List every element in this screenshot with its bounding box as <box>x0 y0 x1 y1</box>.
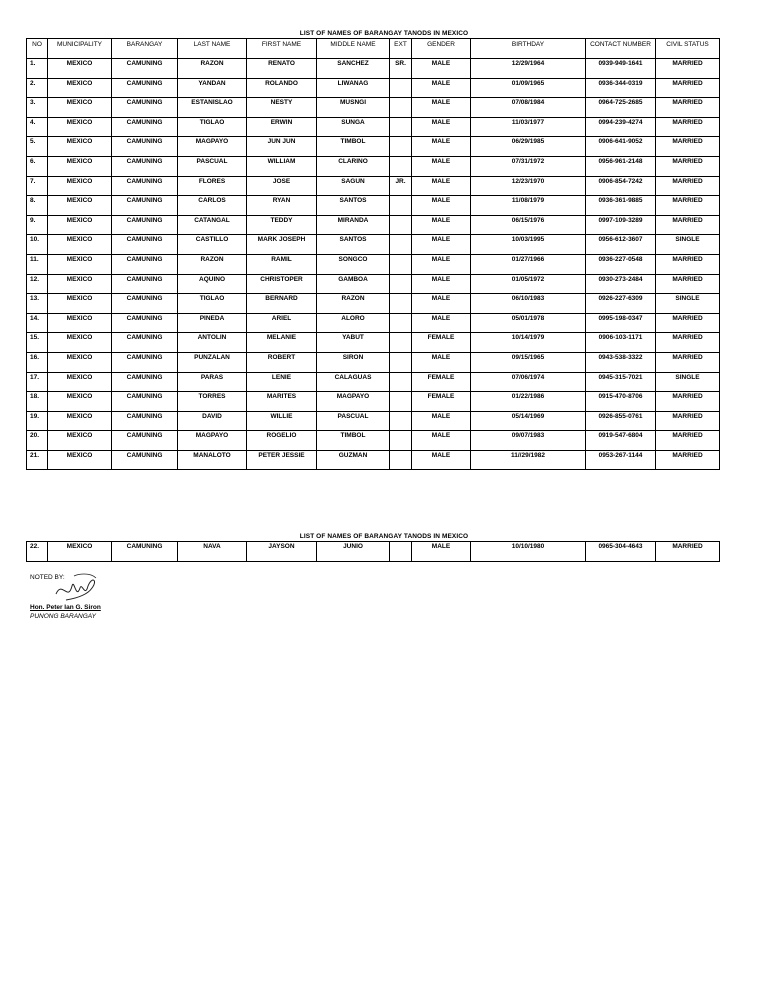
col-header-municipality: MUNICIPALITY <box>48 39 112 59</box>
noted-by-label: NOTED BY: <box>30 574 65 581</box>
cell-civil-status: MARRIED <box>656 176 720 196</box>
col-header-first-name: FIRST NAME <box>247 39 317 59</box>
cell-first-name: ROBERT <box>247 352 317 372</box>
cell-contact-number: 0953-267-1144 <box>586 450 656 470</box>
cell-middle-name: ALORO <box>317 313 390 333</box>
cell-no: 11. <box>27 254 48 274</box>
cell-ext: SR. <box>390 59 412 79</box>
cell-gender: MALE <box>412 156 471 176</box>
signer-name: Hon. Peter Ian G. Siron <box>30 604 101 611</box>
col-header-barangay: BARANGAY <box>112 39 178 59</box>
cell-civil-status: MARRIED <box>656 137 720 157</box>
cell-gender: MALE <box>412 254 471 274</box>
cell-middle-name: SIRON <box>317 352 390 372</box>
cell-municipality: MEXICO <box>48 411 112 431</box>
cell-last-name: NAVA <box>178 542 247 562</box>
cell-middle-name: RAZON <box>317 294 390 314</box>
cell-first-name: JUN JUN <box>247 137 317 157</box>
cell-contact-number: 0926-855-0761 <box>586 411 656 431</box>
cell-birthday: 06/15/1976 <box>471 215 586 235</box>
cell-civil-status: MARRIED <box>656 392 720 412</box>
tanod-table-continued <box>26 541 720 562</box>
cell-birthday: 05/14/1969 <box>471 411 586 431</box>
cell-middle-name: SONGCO <box>317 254 390 274</box>
cell-birthday: 09/15/1965 <box>471 352 586 372</box>
cell-first-name: MARITES <box>247 392 317 412</box>
cell-middle-name: SUNGA <box>317 117 390 137</box>
cell-civil-status: MARRIED <box>656 352 720 372</box>
cell-barangay: CAMUNING <box>112 254 178 274</box>
cell-no: 18. <box>27 392 48 412</box>
cell-last-name: TORRES <box>178 392 247 412</box>
table-row <box>27 98 720 118</box>
cell-first-name: BERNARD <box>247 294 317 314</box>
cell-civil-status: MARRIED <box>656 156 720 176</box>
table-row <box>27 137 720 157</box>
cell-barangay: CAMUNING <box>112 372 178 392</box>
cell-barangay: CAMUNING <box>112 176 178 196</box>
cell-last-name: AQUINO <box>178 274 247 294</box>
cell-contact-number: 0943-538-3322 <box>586 352 656 372</box>
cell-middle-name: TIMBOL <box>317 137 390 157</box>
cell-no: 10. <box>27 235 48 255</box>
cell-barangay: CAMUNING <box>112 352 178 372</box>
cell-gender: MALE <box>412 98 471 118</box>
table-row <box>27 372 720 392</box>
cell-last-name: CATANGAL <box>178 215 247 235</box>
table-row <box>27 78 720 98</box>
cell-last-name: CASTILLO <box>178 235 247 255</box>
cell-gender: MALE <box>412 431 471 451</box>
cell-municipality: MEXICO <box>48 137 112 157</box>
cell-last-name: ANTOLIN <box>178 333 247 353</box>
cell-gender: MALE <box>412 117 471 137</box>
cell-ext <box>390 352 412 372</box>
cell-no: 5. <box>27 137 48 157</box>
cell-first-name: MARK JOSEPH <box>247 235 317 255</box>
cell-birthday: 01/05/1972 <box>471 274 586 294</box>
cell-ext <box>390 98 412 118</box>
cell-no: 1. <box>27 59 48 79</box>
table-row <box>27 274 720 294</box>
cell-municipality: MEXICO <box>48 450 112 470</box>
cell-gender: FEMALE <box>412 392 471 412</box>
cell-birthday: 12/23/1970 <box>471 176 586 196</box>
cell-barangay: CAMUNING <box>112 137 178 157</box>
cell-contact-number: 0956-961-2148 <box>586 156 656 176</box>
cell-no: 19. <box>27 411 48 431</box>
col-header-middle-name: MIDDLE NAME <box>317 39 390 59</box>
cell-last-name: TIGLAO <box>178 117 247 137</box>
cell-birthday: 11//29/1982 <box>471 450 586 470</box>
cell-civil-status: MARRIED <box>656 411 720 431</box>
cell-middle-name: GUZMAN <box>317 450 390 470</box>
cell-ext <box>390 313 412 333</box>
table-row <box>27 176 720 196</box>
cell-contact-number: 0945-315-7021 <box>586 372 656 392</box>
col-header-civil-status: CIVIL STATUS <box>656 39 720 59</box>
cell-municipality: MEXICO <box>48 196 112 216</box>
cell-first-name: RENATO <box>247 59 317 79</box>
cell-municipality: MEXICO <box>48 372 112 392</box>
cell-barangay: CAMUNING <box>112 117 178 137</box>
cell-barangay: CAMUNING <box>112 294 178 314</box>
cell-middle-name: SANTOS <box>317 196 390 216</box>
cell-first-name: ARIEL <box>247 313 317 333</box>
cell-municipality: MEXICO <box>48 215 112 235</box>
cell-birthday: 10/14/1979 <box>471 333 586 353</box>
cell-birthday: 09/07/1983 <box>471 431 586 451</box>
cell-barangay: CAMUNING <box>112 156 178 176</box>
cell-barangay: CAMUNING <box>112 431 178 451</box>
cell-birthday: 01/09/1965 <box>471 78 586 98</box>
cell-ext <box>390 542 412 562</box>
cell-no: 8. <box>27 196 48 216</box>
cell-barangay: CAMUNING <box>112 313 178 333</box>
cell-barangay: CAMUNING <box>112 235 178 255</box>
cell-contact-number: 0906-103-1171 <box>586 333 656 353</box>
cell-middle-name: CLARINO <box>317 156 390 176</box>
cell-civil-status: MARRIED <box>656 78 720 98</box>
cell-last-name: MAGPAYO <box>178 137 247 157</box>
cell-birthday: 07/06/1974 <box>471 372 586 392</box>
cell-civil-status: SINGLE <box>656 235 720 255</box>
cell-gender: MALE <box>412 78 471 98</box>
cell-no: 22. <box>27 542 48 562</box>
cell-barangay: CAMUNING <box>112 78 178 98</box>
table-row <box>27 411 720 431</box>
cell-barangay: CAMUNING <box>112 98 178 118</box>
cell-civil-status: SINGLE <box>656 372 720 392</box>
cell-no: 21. <box>27 450 48 470</box>
cell-gender: MALE <box>412 59 471 79</box>
cell-barangay: CAMUNING <box>112 274 178 294</box>
cell-barangay: CAMUNING <box>112 333 178 353</box>
cell-municipality: MEXICO <box>48 117 112 137</box>
cell-gender: MALE <box>412 450 471 470</box>
cell-ext <box>390 254 412 274</box>
cell-last-name: PARAS <box>178 372 247 392</box>
cell-no: 13. <box>27 294 48 314</box>
cell-civil-status: MARRIED <box>656 215 720 235</box>
cell-birthday: 07/31/1972 <box>471 156 586 176</box>
cell-last-name: FLORES <box>178 176 247 196</box>
cell-last-name: TIGLAO <box>178 294 247 314</box>
cell-last-name: PUNZALAN <box>178 352 247 372</box>
cell-contact-number: 0936-344-0319 <box>586 78 656 98</box>
cell-ext <box>390 392 412 412</box>
cell-ext <box>390 196 412 216</box>
table-row <box>27 196 720 216</box>
cell-no: 20. <box>27 431 48 451</box>
signer-position: PUNONG BARANGAY <box>30 613 96 620</box>
cell-ext <box>390 294 412 314</box>
cell-no: 6. <box>27 156 48 176</box>
cell-no: 15. <box>27 333 48 353</box>
cell-civil-status: MARRIED <box>656 254 720 274</box>
cell-middle-name: PASCUAL <box>317 411 390 431</box>
cell-birthday: 05/01/1978 <box>471 313 586 333</box>
cell-contact-number: 0964-725-2685 <box>586 98 656 118</box>
cell-ext <box>390 411 412 431</box>
cell-ext <box>390 372 412 392</box>
cell-ext: JR. <box>390 176 412 196</box>
cell-gender: MALE <box>412 411 471 431</box>
cell-contact-number: 0965-304-4643 <box>586 542 656 562</box>
cell-contact-number: 0994-239-4274 <box>586 117 656 137</box>
cell-birthday: 01/22/1986 <box>471 392 586 412</box>
cell-no: 14. <box>27 313 48 333</box>
cell-barangay: CAMUNING <box>112 392 178 412</box>
cell-civil-status: MARRIED <box>656 542 720 562</box>
table-row <box>27 117 720 137</box>
table-row <box>27 431 720 451</box>
cell-contact-number: 0919-547-6804 <box>586 431 656 451</box>
signature-image <box>52 572 100 606</box>
cell-middle-name: MAGPAYO <box>317 392 390 412</box>
cell-municipality: MEXICO <box>48 313 112 333</box>
cell-contact-number: 0906-854-7242 <box>586 176 656 196</box>
cell-ext <box>390 431 412 451</box>
table-row <box>27 392 720 412</box>
cell-middle-name: TIMBOL <box>317 431 390 451</box>
cell-middle-name: LIWANAG <box>317 78 390 98</box>
cell-ext <box>390 235 412 255</box>
cell-civil-status: MARRIED <box>656 313 720 333</box>
cell-gender: FEMALE <box>412 372 471 392</box>
cell-civil-status: MARRIED <box>656 98 720 118</box>
cell-contact-number: 0995-198-0347 <box>586 313 656 333</box>
cell-contact-number: 0997-109-3289 <box>586 215 656 235</box>
cell-contact-number: 0926-227-6309 <box>586 294 656 314</box>
cell-middle-name: MIRANDA <box>317 215 390 235</box>
cell-first-name: JAYSON <box>247 542 317 562</box>
cell-municipality: MEXICO <box>48 542 112 562</box>
cell-birthday: 07/08/1984 <box>471 98 586 118</box>
cell-contact-number: 0936-361-9885 <box>586 196 656 216</box>
col-header-last-name: LAST NAME <box>178 39 247 59</box>
cell-municipality: MEXICO <box>48 98 112 118</box>
cell-birthday: 06/10/1983 <box>471 294 586 314</box>
cell-municipality: MEXICO <box>48 254 112 274</box>
cell-municipality: MEXICO <box>48 333 112 353</box>
table-row <box>27 156 720 176</box>
cell-first-name: RAMIL <box>247 254 317 274</box>
cell-first-name: ERWIN <box>247 117 317 137</box>
table-row <box>27 542 720 562</box>
cell-municipality: MEXICO <box>48 294 112 314</box>
cell-gender: MALE <box>412 352 471 372</box>
cell-barangay: CAMUNING <box>112 196 178 216</box>
cell-no: 3. <box>27 98 48 118</box>
cell-ext <box>390 333 412 353</box>
cell-no: 2. <box>27 78 48 98</box>
cell-birthday: 12/29/1964 <box>471 59 586 79</box>
cell-civil-status: MARRIED <box>656 431 720 451</box>
cell-first-name: RYAN <box>247 196 317 216</box>
cell-gender: MALE <box>412 176 471 196</box>
cell-middle-name: CALAGUAS <box>317 372 390 392</box>
cell-no: 16. <box>27 352 48 372</box>
col-header-birthday: BIRTHDAY <box>471 39 586 59</box>
cell-no: 17. <box>27 372 48 392</box>
table-row <box>27 254 720 274</box>
cell-ext <box>390 156 412 176</box>
cell-ext <box>390 117 412 137</box>
cell-last-name: ESTANISLAO <box>178 98 247 118</box>
table-row <box>27 352 720 372</box>
cell-municipality: MEXICO <box>48 59 112 79</box>
cell-last-name: PINEDA <box>178 313 247 333</box>
cell-gender: FEMALE <box>412 333 471 353</box>
cell-contact-number: 0956-612-3607 <box>586 235 656 255</box>
cell-middle-name: SAGUN <box>317 176 390 196</box>
cell-contact-number: 0936-227-0548 <box>586 254 656 274</box>
cell-first-name: WILLIAM <box>247 156 317 176</box>
cell-civil-status: MARRIED <box>656 274 720 294</box>
cell-first-name: ROLANDO <box>247 78 317 98</box>
table-row <box>27 450 720 470</box>
cell-gender: MALE <box>412 274 471 294</box>
header-row <box>27 39 720 59</box>
cell-last-name: MAGPAYO <box>178 431 247 451</box>
cell-contact-number: 0906-641-9052 <box>586 137 656 157</box>
cell-first-name: CHRISTOPER <box>247 274 317 294</box>
cell-gender: MALE <box>412 137 471 157</box>
cell-gender: MALE <box>412 196 471 216</box>
cell-last-name: CARLOS <box>178 196 247 216</box>
cell-first-name: NESTY <box>247 98 317 118</box>
cell-gender: MALE <box>412 294 471 314</box>
table-row <box>27 313 720 333</box>
cell-civil-status: MARRIED <box>656 59 720 79</box>
cell-middle-name: MUSNGI <box>317 98 390 118</box>
table-row <box>27 59 720 79</box>
cell-gender: MALE <box>412 215 471 235</box>
cell-civil-status: MARRIED <box>656 196 720 216</box>
cell-no: 9. <box>27 215 48 235</box>
cell-middle-name: GAMBOA <box>317 274 390 294</box>
cell-first-name: MELANIE <box>247 333 317 353</box>
cell-last-name: DAVID <box>178 411 247 431</box>
cell-barangay: CAMUNING <box>112 542 178 562</box>
cell-birthday: 06/29/1985 <box>471 137 586 157</box>
col-header-no: NO <box>27 39 48 59</box>
cell-birthday: 11/03/1977 <box>471 117 586 137</box>
cell-middle-name: SANTOS <box>317 235 390 255</box>
cell-municipality: MEXICO <box>48 78 112 98</box>
cell-contact-number: 0930-273-2484 <box>586 274 656 294</box>
list-title: LIST OF NAMES OF BARANGAY TANODS IN MEXICO <box>299 30 469 37</box>
cell-municipality: MEXICO <box>48 156 112 176</box>
cell-contact-number: 0915-470-8706 <box>586 392 656 412</box>
cell-birthday: 11/08/1979 <box>471 196 586 216</box>
cell-first-name: TEDDY <box>247 215 317 235</box>
cell-no: 12. <box>27 274 48 294</box>
cell-last-name: PASCUAL <box>178 156 247 176</box>
cell-ext <box>390 137 412 157</box>
cell-ext <box>390 215 412 235</box>
col-header-gender: GENDER <box>412 39 471 59</box>
cell-last-name: RAZON <box>178 59 247 79</box>
table-row <box>27 333 720 353</box>
cell-birthday: 01/27/1966 <box>471 254 586 274</box>
cell-municipality: MEXICO <box>48 176 112 196</box>
cell-gender: MALE <box>412 542 471 562</box>
cell-first-name: ROGELIO <box>247 431 317 451</box>
cell-no: 4. <box>27 117 48 137</box>
cell-civil-status: MARRIED <box>656 117 720 137</box>
cell-barangay: CAMUNING <box>112 450 178 470</box>
cell-last-name: RAZON <box>178 254 247 274</box>
cell-civil-status: MARRIED <box>656 333 720 353</box>
cell-gender: MALE <box>412 235 471 255</box>
cell-middle-name: JUNIO <box>317 542 390 562</box>
cell-municipality: MEXICO <box>48 352 112 372</box>
cell-civil-status: SINGLE <box>656 294 720 314</box>
cell-barangay: CAMUNING <box>112 59 178 79</box>
col-header-ext: EXT <box>390 39 412 59</box>
tanod-table <box>26 38 720 470</box>
table-row <box>27 215 720 235</box>
table-row <box>27 235 720 255</box>
cell-first-name: WILLIE <box>247 411 317 431</box>
cell-birthday: 10/03/1995 <box>471 235 586 255</box>
cell-contact-number: 0939-949-1641 <box>586 59 656 79</box>
cell-ext <box>390 450 412 470</box>
cell-municipality: MEXICO <box>48 274 112 294</box>
cell-municipality: MEXICO <box>48 431 112 451</box>
cell-first-name: LENIE <box>247 372 317 392</box>
cell-ext <box>390 274 412 294</box>
cell-last-name: MANALOTO <box>178 450 247 470</box>
cell-middle-name: YABUT <box>317 333 390 353</box>
list-title-continued: LIST OF NAMES OF BARANGAY TANODS IN MEXICO <box>299 533 469 540</box>
cell-ext <box>390 78 412 98</box>
cell-first-name: PETER JESSIE <box>247 450 317 470</box>
cell-municipality: MEXICO <box>48 392 112 412</box>
cell-last-name: YANDAN <box>178 78 247 98</box>
cell-barangay: CAMUNING <box>112 411 178 431</box>
cell-civil-status: MARRIED <box>656 450 720 470</box>
col-header-contact-number: CONTACT NUMBER <box>586 39 656 59</box>
cell-first-name: JOSE <box>247 176 317 196</box>
cell-municipality: MEXICO <box>48 235 112 255</box>
table-row <box>27 294 720 314</box>
cell-gender: MALE <box>412 313 471 333</box>
cell-middle-name: SANCHEZ <box>317 59 390 79</box>
cell-no: 7. <box>27 176 48 196</box>
cell-birthday: 10/10/1980 <box>471 542 586 562</box>
cell-barangay: CAMUNING <box>112 215 178 235</box>
